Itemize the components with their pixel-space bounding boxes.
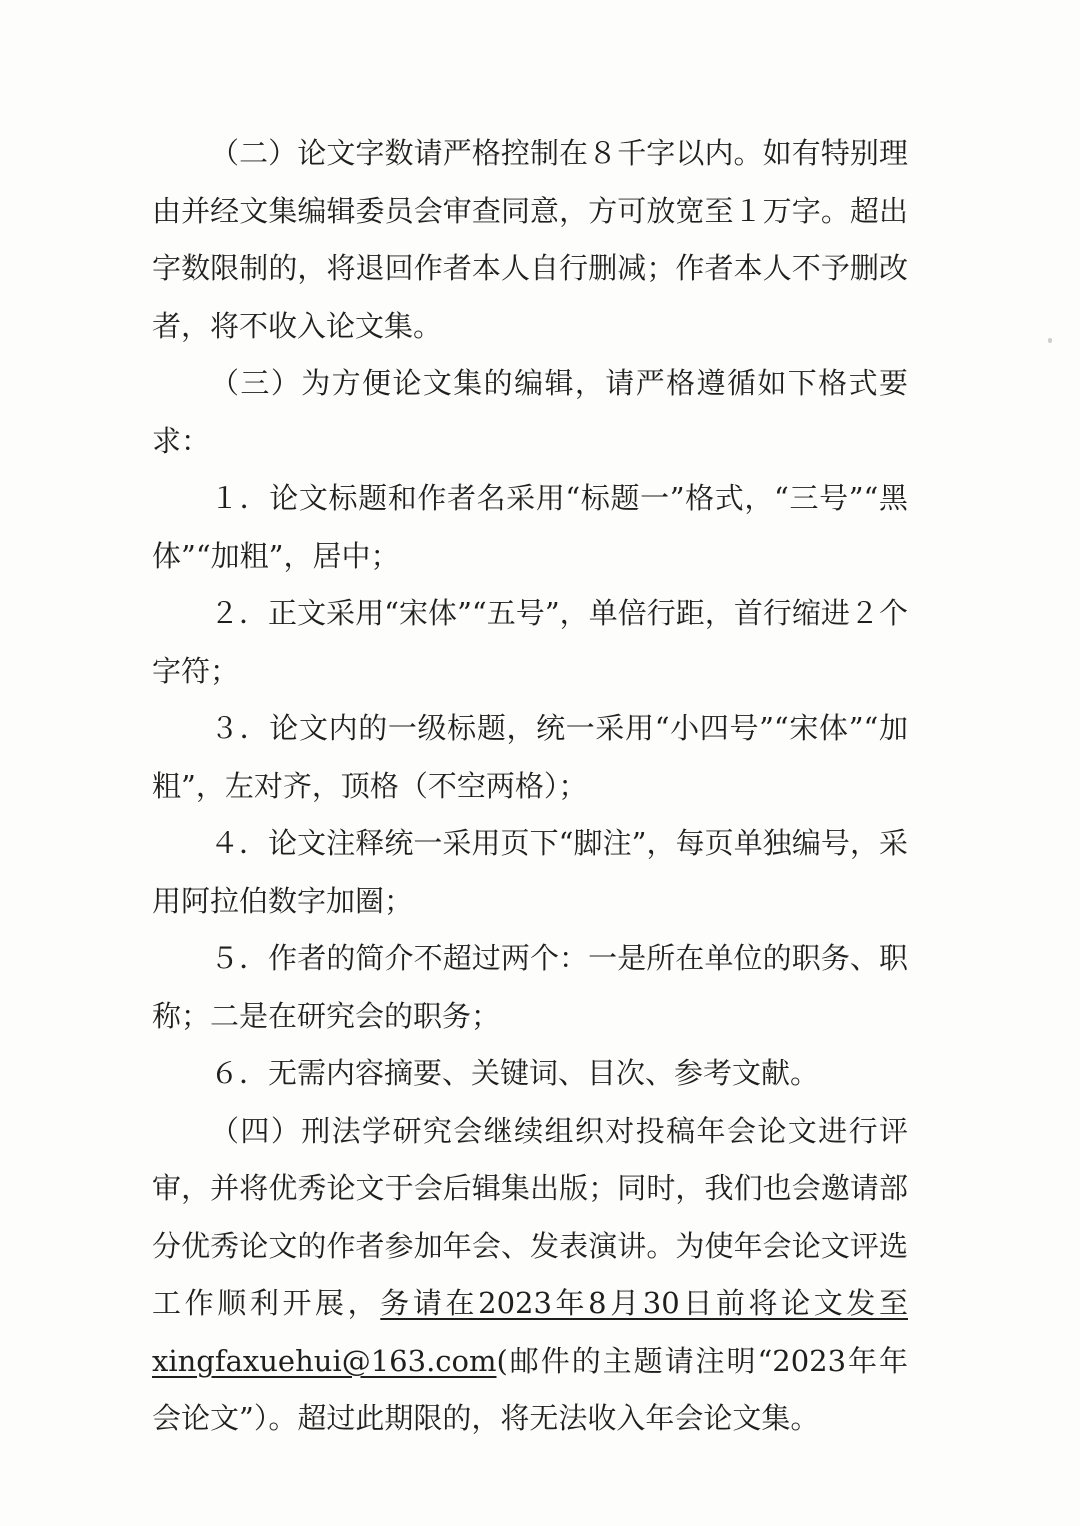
document-body xyxy=(152,125,908,1448)
format-item-2: ２．正文采用“宋体”“五号”，单倍行距，首行缩进２个字符； xyxy=(152,596,908,688)
deadline-underlined-text: 务请在2023年8月30日前将论文发至xingfaxuehui@163.com xyxy=(152,1286,908,1378)
format-item-3: ３．论文内的一级标题，统一采用“小四号”“宋体”“加粗”，左对齐，顶格（不空两格）； xyxy=(152,711,908,803)
deadline-intro-text: （四）刑法学研究会继续组织对投稿年会论文进行评审，并将优秀论文于会后辑集出版；同时，我们也会邀请部分优秀论文的作者参加年会、发表演讲。为使年会论文评选工作顺利开展， xyxy=(152,1113,908,1320)
deadline-outro-text: (邮件的主题请注明“2023年年会论文”）。超过此期限的，将无法收入年会论文集。 xyxy=(152,1343,908,1435)
format-item-4: ４．论文注释统一采用页下“脚注”，每页单独编号，采用阿拉伯数字加圈； xyxy=(152,826,908,918)
paragraph-format-requirements: （三）为方便论文集的编辑，请严格遵循如下格式要求： xyxy=(152,366,908,458)
format-item-6: ６．无需内容摘要、关键词、目次、参考文献。 xyxy=(210,1056,820,1090)
scan-speck xyxy=(1048,338,1052,343)
format-item-1: １．论文标题和作者名采用“标题一”格式，“三号”“黑体”“加粗”，居中； xyxy=(152,481,908,573)
paragraph-review-and-deadline xyxy=(152,1103,908,1448)
format-item-5: ５．作者的简介不超过两个：一是所在单位的职务、职称；二是在研究会的职务； xyxy=(152,941,908,1033)
paragraph-word-limit: （二）论文字数请严格控制在８千字以内。如有特别理由并经文集编辑委员会审查同意，方可放宽至１万字。超出字数限制的，将退回作者本人自行删减；作者本人不予删改者，将不收入论文集。 xyxy=(152,136,908,343)
